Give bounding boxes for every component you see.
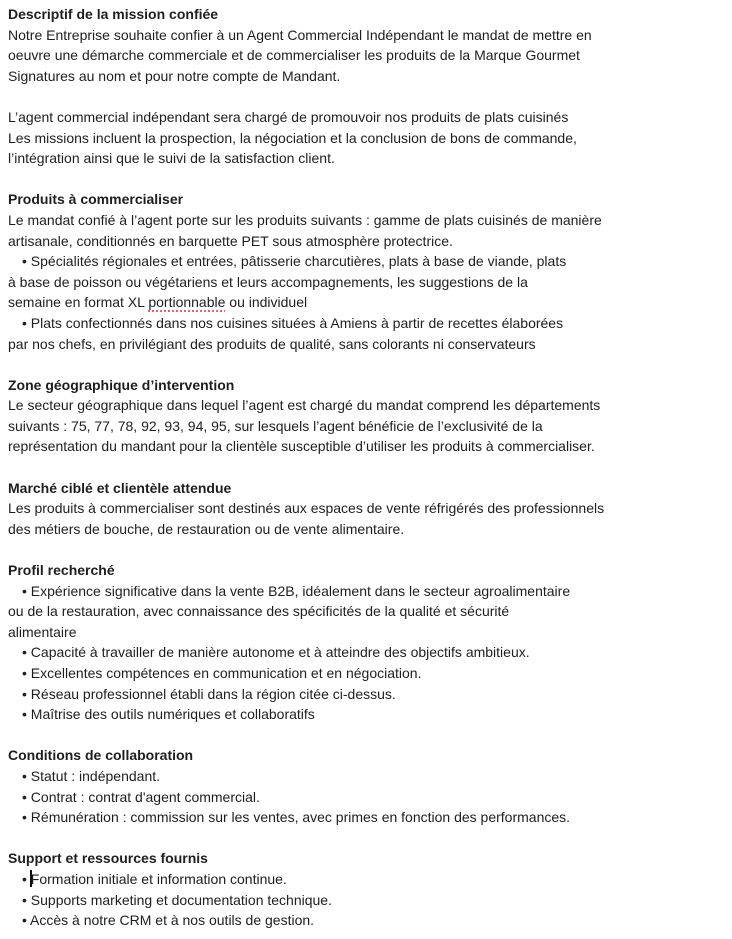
text-line: [8, 231, 724, 252]
text-segment: Le secteur géographique dans lequel l’agent est chargé du mandat comprend les départements: [8, 397, 601, 414]
text-segment: • Accès à notre CRM et à nos outils de gestion.: [22, 912, 315, 929]
text-line: [8, 848, 724, 869]
paragraph: [8, 210, 724, 354]
text-line: [8, 498, 724, 519]
text-segment: • Spécialités régionales et entrées, pâtisserie charcutières, plats à base de viande, plats: [22, 253, 567, 270]
section-heading: [8, 478, 724, 499]
text-line: [8, 189, 724, 210]
text-line: [8, 416, 724, 437]
text-segment: artisanale, conditionnés en barquette PET sous atmosphère protectrice.: [8, 232, 453, 249]
text-segment: • Capacité à travailler de manière autonome et à atteindre des objectifs ambitieux.: [22, 644, 530, 661]
paragraph: [8, 25, 724, 87]
text-segment: • Rémunération : commission sur les ventes, avec primes en fonction des performances.: [22, 809, 571, 826]
text-segment: par nos chefs, en privilégiant des produits de qualité, sans colorants ni conservateurs: [8, 335, 536, 352]
text-segment: Le mandat confié à l’agent porte sur les produits suivants : gamme de plats cuisinés de manière: [8, 211, 602, 228]
text-segment: Descriptif de la mission confiée: [8, 6, 219, 22]
editor-content: [8, 4, 724, 931]
text-segment: • Supports marketing et documentation technique.: [22, 891, 332, 908]
blank-line: [8, 539, 724, 560]
text-segment: Signatures au nom et pour notre compte de Mandant.: [8, 67, 341, 84]
text-line: [8, 436, 724, 457]
text-line: [8, 478, 724, 499]
section-heading: [8, 4, 724, 25]
text-segment: alimentaire: [8, 623, 77, 640]
text-segment: Support et ressources fournis: [8, 850, 208, 867]
text-line: [8, 4, 724, 25]
text-segment: • Maîtrise des outils numériques et collaboratifs: [22, 706, 315, 723]
text-segment: représentation du mandant pour la clientèle susceptible d’utiliser les produits à commercialiser.: [8, 438, 595, 455]
section-heading: [8, 189, 724, 210]
section-heading: [8, 745, 724, 766]
text-line: [8, 313, 724, 334]
text-line: [8, 519, 724, 540]
blank-line: [8, 828, 724, 849]
text-line: [8, 642, 724, 663]
text-line: [8, 601, 724, 622]
text-segment: L’agent commercial indépendant sera chargé de promouvoir nos produits de plats cuisinés: [8, 108, 569, 125]
text-segment: Les produits à commercialiser sont destinés aux espaces de vente réfrigérés des professionnels: [8, 500, 605, 517]
text-line: [8, 560, 724, 581]
text-segment: ou de la restauration, avec connaissance des spécificités de la qualité et sécurité: [8, 603, 510, 620]
text-segment: • Contrat : contrat d'agent commercial.: [22, 788, 260, 805]
section-heading: [8, 375, 724, 396]
text-line: [8, 272, 724, 293]
text-segment: Formation initiale et information continue.: [30, 870, 287, 887]
text-segment: Produits à commercialiser: [8, 191, 184, 208]
text-line: [8, 890, 724, 911]
blank-line: [8, 86, 724, 107]
text-line: [8, 807, 724, 828]
text-line: [8, 704, 724, 725]
text-segment: à base de poisson ou végétariens et leurs accompagnements, les suggestions de la: [8, 273, 528, 290]
paragraph: [8, 869, 724, 931]
text-segment: semaine en format XL: [8, 294, 149, 311]
text-line: [8, 210, 724, 231]
blank-line: [8, 354, 724, 375]
text-segment: suivants : 75, 77, 78, 92, 93, 94, 95, sur lesquels l’agent bénéficie de l’exclusivité de la: [8, 417, 543, 434]
text-line: [8, 581, 724, 602]
text-segment: Conditions de collaboration: [8, 747, 194, 764]
text-segment: ou individuel: [225, 294, 308, 311]
text-segment: • Expérience significative dans la vente B2B, idéalement dans le secteur agroalimentaire: [22, 582, 571, 599]
text-segment: Marché ciblé et clientèle attendue: [8, 479, 232, 496]
text-segment: Profil recherché: [8, 562, 115, 579]
paragraph: [8, 581, 724, 725]
text-line: [8, 910, 724, 931]
text-line: [8, 787, 724, 808]
text-line: [8, 663, 724, 684]
text-line: [8, 148, 724, 169]
text-line: [8, 869, 724, 890]
text-segment: oeuvre une démarche commerciale et de commercialiser les produits de la Marque Gourmet: [8, 47, 580, 64]
spellcheck-word: portionnable: [148, 294, 226, 311]
paragraph: [8, 395, 724, 457]
text-segment: • Statut : indépendant.: [22, 767, 161, 784]
text-segment: • Excellentes compétences en communication et en négociation.: [22, 665, 422, 681]
text-line: [8, 766, 724, 787]
blank-line: [8, 457, 724, 478]
paragraph: [8, 766, 724, 828]
text-line: [8, 66, 724, 87]
text-line: [8, 334, 724, 355]
text-line: [8, 395, 724, 416]
text-line: [8, 622, 724, 643]
paragraph: [8, 498, 724, 539]
paragraph: [8, 107, 724, 169]
text-segment: l’intégration ainsi que le suivi de la satisfaction client.: [8, 150, 335, 167]
section-heading: [8, 560, 724, 581]
text-segment: Zone géographique d’intervention: [8, 376, 235, 393]
text-line: [8, 107, 724, 128]
text-line: [8, 292, 724, 313]
text-line: [8, 45, 724, 66]
text-line: [8, 375, 724, 396]
text-line: [8, 251, 724, 272]
text-line: [8, 25, 724, 46]
text-segment: Les missions incluent la prospection, la négociation et la conclusion de bons de commande,: [8, 129, 577, 146]
text-line: [8, 128, 724, 149]
text-segment: Notre Entreprise souhaite confier à un Agent Commercial Indépendant le mandat de mettre en: [8, 26, 592, 43]
blank-line: [8, 169, 724, 190]
text-segment: • Réseau professionnel établi dans la région citée ci-dessus.: [22, 685, 396, 702]
blank-line: [8, 725, 724, 746]
section-heading: [8, 848, 724, 869]
text-segment: •: [22, 870, 31, 887]
text-line: [8, 684, 724, 705]
text-segment: • Plats confectionnés dans nos cuisines situées à Amiens à partir de recettes élaborées: [22, 314, 564, 331]
text-segment: des métiers de bouche, de restauration ou de vente alimentaire.: [8, 520, 405, 537]
text-line: [8, 745, 724, 766]
